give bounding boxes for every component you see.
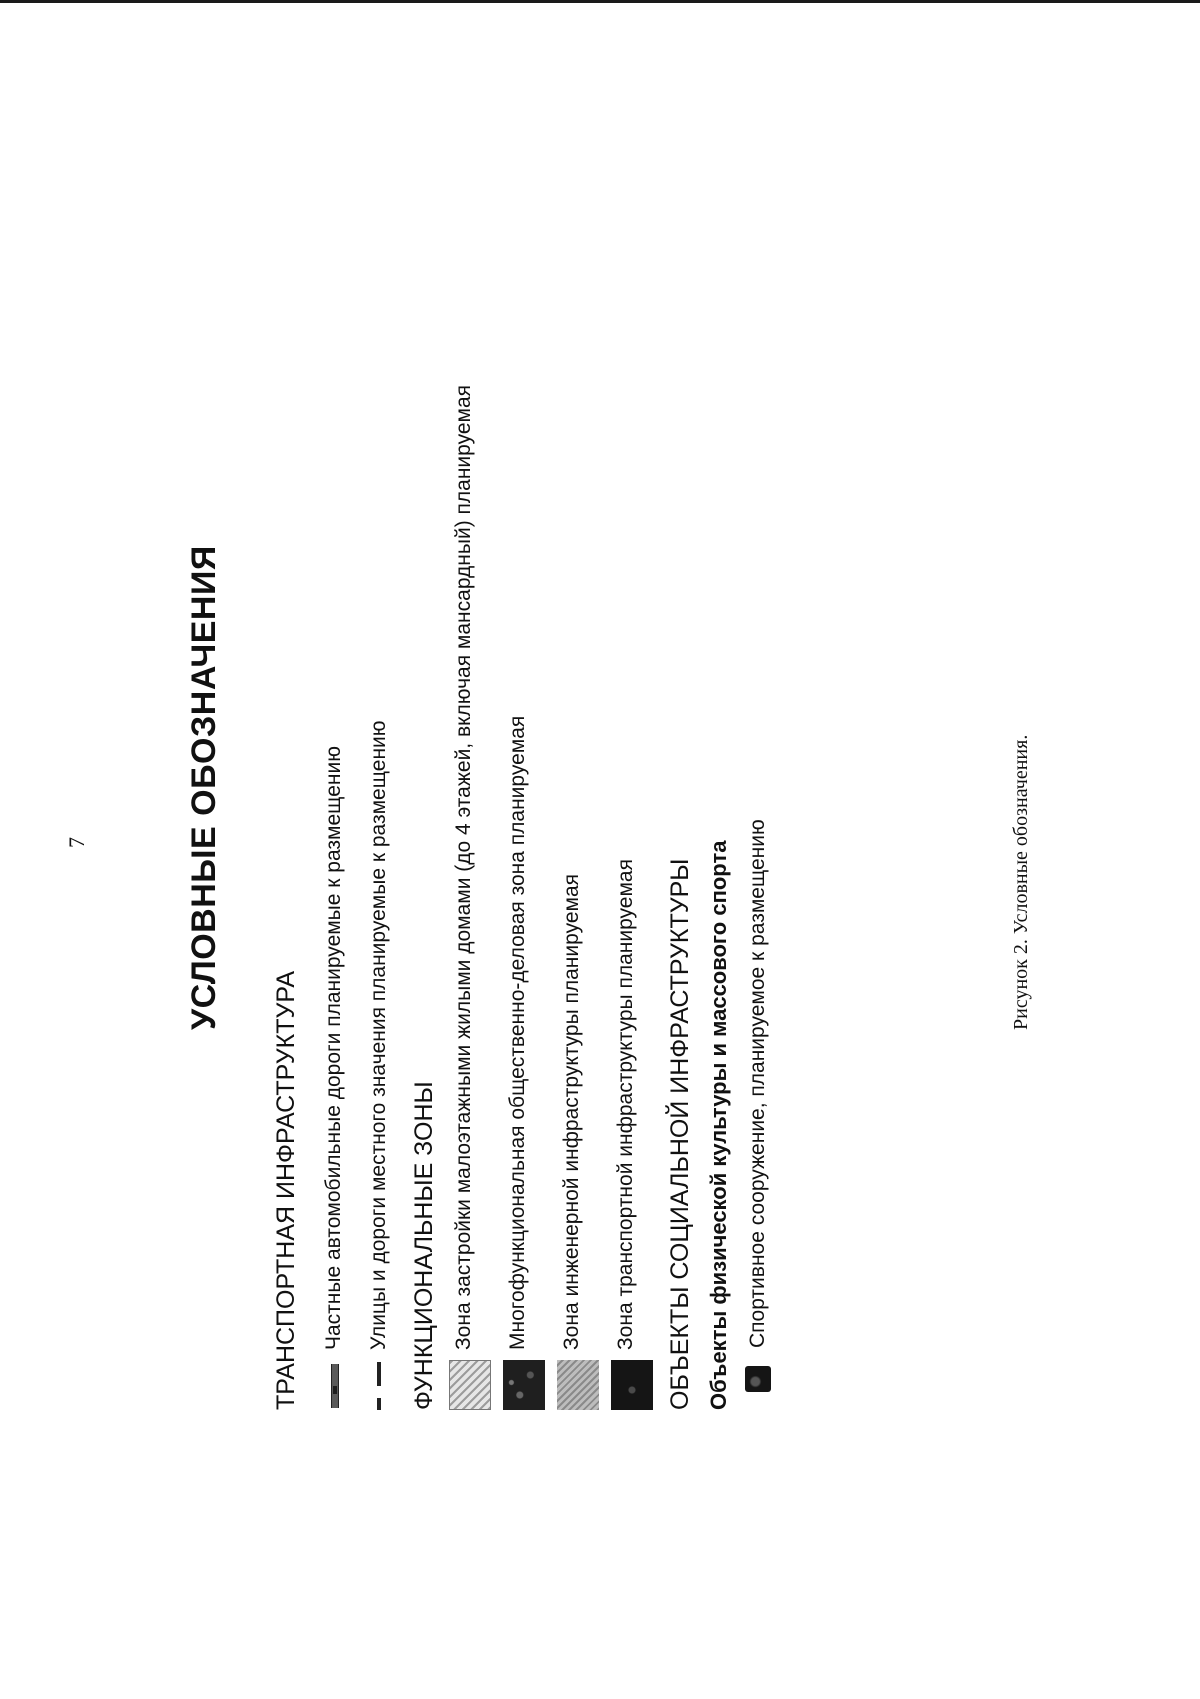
legend-item-residential-zone: [449, 150, 491, 1410]
section-heading-zones: ФУНКЦИОНАЛЬНЫЕ ЗОНЫ: [410, 1081, 438, 1410]
subsection-heading-sport: Объекты физической культуры и массового спорта: [706, 840, 731, 1410]
dark-swatch-icon: [611, 1360, 653, 1410]
legend-title: УСЛОВНЫЕ ОБОЗНАЧЕНИЯ: [185, 545, 223, 1030]
legend-item-business-zone: [503, 150, 545, 1410]
figure-caption: Рисунок 2. Условные обозначения.: [1010, 734, 1032, 1030]
dark-swatch-icon: [503, 1360, 545, 1410]
legend-item-label: Зона инженерной инфраструктуры планируемая: [560, 873, 583, 1350]
legend-item-label: Частные автомобильные дороги планируемые к размещению: [322, 746, 345, 1350]
legend-item-local-streets: [364, 150, 393, 1410]
legend-figure: [185, 130, 905, 1470]
solid-road-line-icon: [319, 1362, 348, 1410]
legend-item-label: Зона транспортной инфраструктуры планируемая: [614, 859, 637, 1350]
gray-swatch-icon: [557, 1360, 599, 1410]
legend-item-transport-zone: [611, 150, 653, 1410]
legend-body: [271, 150, 788, 1410]
legend-item-sport-facility: [743, 150, 772, 1410]
legend-item-label: Зона застройки малоэтажными жилыми домами (до 4 этажей, включая мансардный) планируемая: [452, 384, 475, 1350]
dashed-road-line-icon: [364, 1362, 393, 1410]
sport-facility-icon: [743, 1360, 772, 1410]
section-heading-transport: ТРАНСПОРТНАЯ ИНФРАСТРУКТУРА: [272, 970, 300, 1410]
page-number: 7: [64, 837, 89, 848]
legend-item-label: Спортивное сооружение, планируемое к размещению: [746, 819, 769, 1348]
legend-item-label: Улицы и дороги местного значения планируемые к размещению: [367, 720, 390, 1350]
page-top-edge: [0, 0, 1200, 3]
section-heading-social: ОБЪЕКТЫ СОЦИАЛЬНОЙ ИНФРАСТРУКТУРЫ: [666, 858, 694, 1410]
hatched-swatch-icon: [449, 1360, 491, 1410]
legend-item-label: Многофункциональная общественно-деловая зона планируемая: [506, 715, 529, 1350]
legend-item-engineering-zone: [557, 150, 599, 1410]
legend-item-private-roads: [319, 150, 348, 1410]
